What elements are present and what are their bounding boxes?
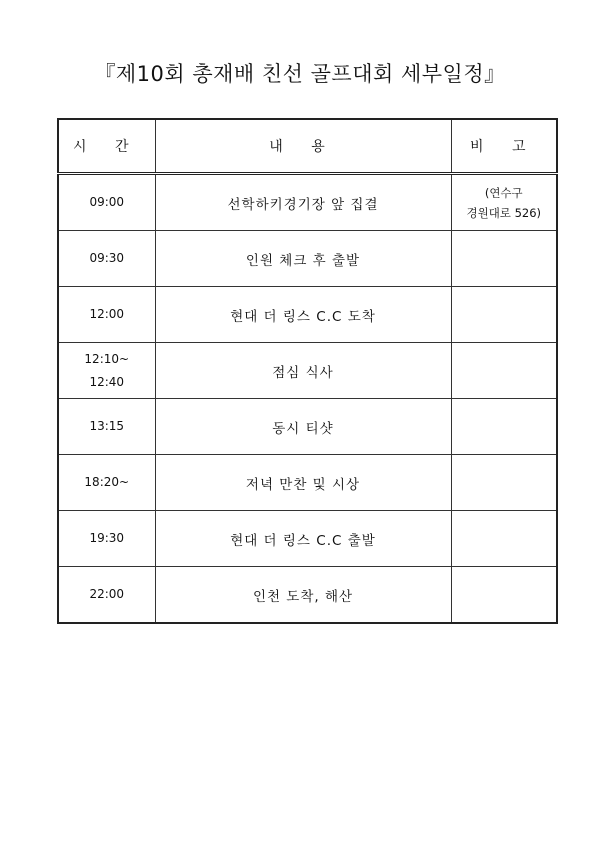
note-cell (451, 511, 557, 567)
table-row (58, 287, 557, 343)
content-cell: 저녁 만찬 및 시상 (155, 455, 451, 511)
note-cell (451, 399, 557, 455)
time-end: 12:40 (89, 374, 125, 389)
table-row (58, 343, 557, 399)
time-cell (58, 174, 155, 231)
time-start: 09:30 (89, 251, 125, 265)
time-start: 18:20~ (84, 475, 130, 489)
header-time: 시 간 (58, 119, 155, 174)
content-cell: 점심 식사 (155, 343, 451, 399)
time-cell (58, 231, 155, 287)
table-row (58, 231, 557, 287)
content-cell: 현대 더 링스 C.C 출발 (155, 511, 451, 567)
content-cell: 인천 도착, 해산 (155, 567, 451, 624)
content-cell: 선학하키경기장 앞 집결 (155, 174, 451, 231)
note-cell (451, 343, 557, 399)
time-start: 22:00 (89, 587, 125, 601)
time-cell (58, 343, 155, 399)
schedule-table (57, 118, 558, 624)
note-cell (451, 567, 557, 624)
content-cell: 현대 더 링스 C.C 도착 (155, 287, 451, 343)
content-cell: 인원 체크 후 출발 (155, 231, 451, 287)
time-start: 09:00 (89, 195, 125, 209)
time-cell (58, 287, 155, 343)
document-title: 『제10회 총재배 친선 골프대회 세부일정』 (94, 62, 506, 86)
time-cell (58, 455, 155, 511)
content-cell: 동시 티샷 (155, 399, 451, 455)
note-cell (451, 231, 557, 287)
note-line: 경원대로 526) (466, 205, 542, 220)
table-row (58, 511, 557, 567)
table-row (58, 455, 557, 511)
table-row (58, 174, 557, 231)
time-cell (58, 399, 155, 455)
time-start: 12:00 (89, 307, 125, 321)
note-cell (451, 287, 557, 343)
time-start: 12:10~ (84, 351, 130, 366)
table-body (58, 174, 557, 624)
note-line: (연수구 (484, 185, 523, 200)
time-cell (58, 511, 155, 567)
table-header-row (58, 119, 557, 174)
table-row (58, 567, 557, 624)
time-start: 19:30 (89, 531, 125, 545)
header-note: 비 고 (451, 119, 557, 174)
time-cell (58, 567, 155, 624)
table-row (58, 399, 557, 455)
note-cell (451, 455, 557, 511)
header-content: 내 용 (155, 119, 451, 174)
time-start: 13:15 (89, 419, 125, 433)
note-cell (451, 174, 557, 231)
